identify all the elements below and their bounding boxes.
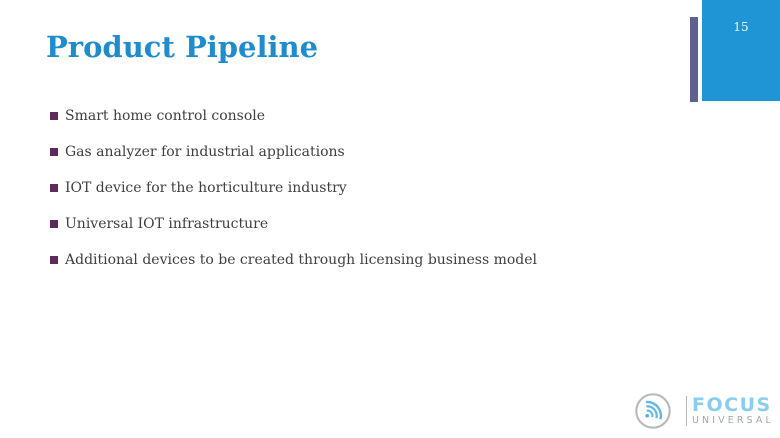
accent-bar: [690, 17, 698, 102]
bullet-text: Additional devices to be created through licensing business model: [65, 252, 538, 268]
list-item: [50, 250, 650, 271]
bullet-square-icon: [50, 256, 58, 264]
bullet-text: Gas analyzer for industrial applications: [65, 144, 345, 160]
bullet-square-icon: [50, 112, 58, 120]
page-number: 15: [733, 20, 749, 34]
logo-divider: [686, 396, 687, 426]
focus-universal-logo: [634, 392, 774, 430]
logo-name: FOCUS: [692, 394, 772, 417]
bullet-square-icon: [50, 148, 58, 156]
logo-text: [692, 396, 774, 426]
list-item: [50, 178, 650, 199]
bullet-text: Universal IOT infrastructure: [65, 216, 269, 232]
page-title: Product Pipeline: [46, 30, 319, 64]
signal-waves-circle-icon: [634, 392, 672, 430]
bullet-text: Smart home control console: [65, 108, 266, 124]
list-item: [50, 214, 650, 235]
page-number-box: [702, 0, 780, 101]
bullet-list: [50, 106, 650, 286]
bullet-square-icon: [50, 184, 58, 192]
logo-subname: UNIVERSAL: [692, 415, 774, 427]
list-item: [50, 106, 650, 127]
bullet-text: IOT device for the horticulture industry: [65, 180, 347, 196]
list-item: [50, 142, 650, 163]
bullet-square-icon: [50, 220, 58, 228]
